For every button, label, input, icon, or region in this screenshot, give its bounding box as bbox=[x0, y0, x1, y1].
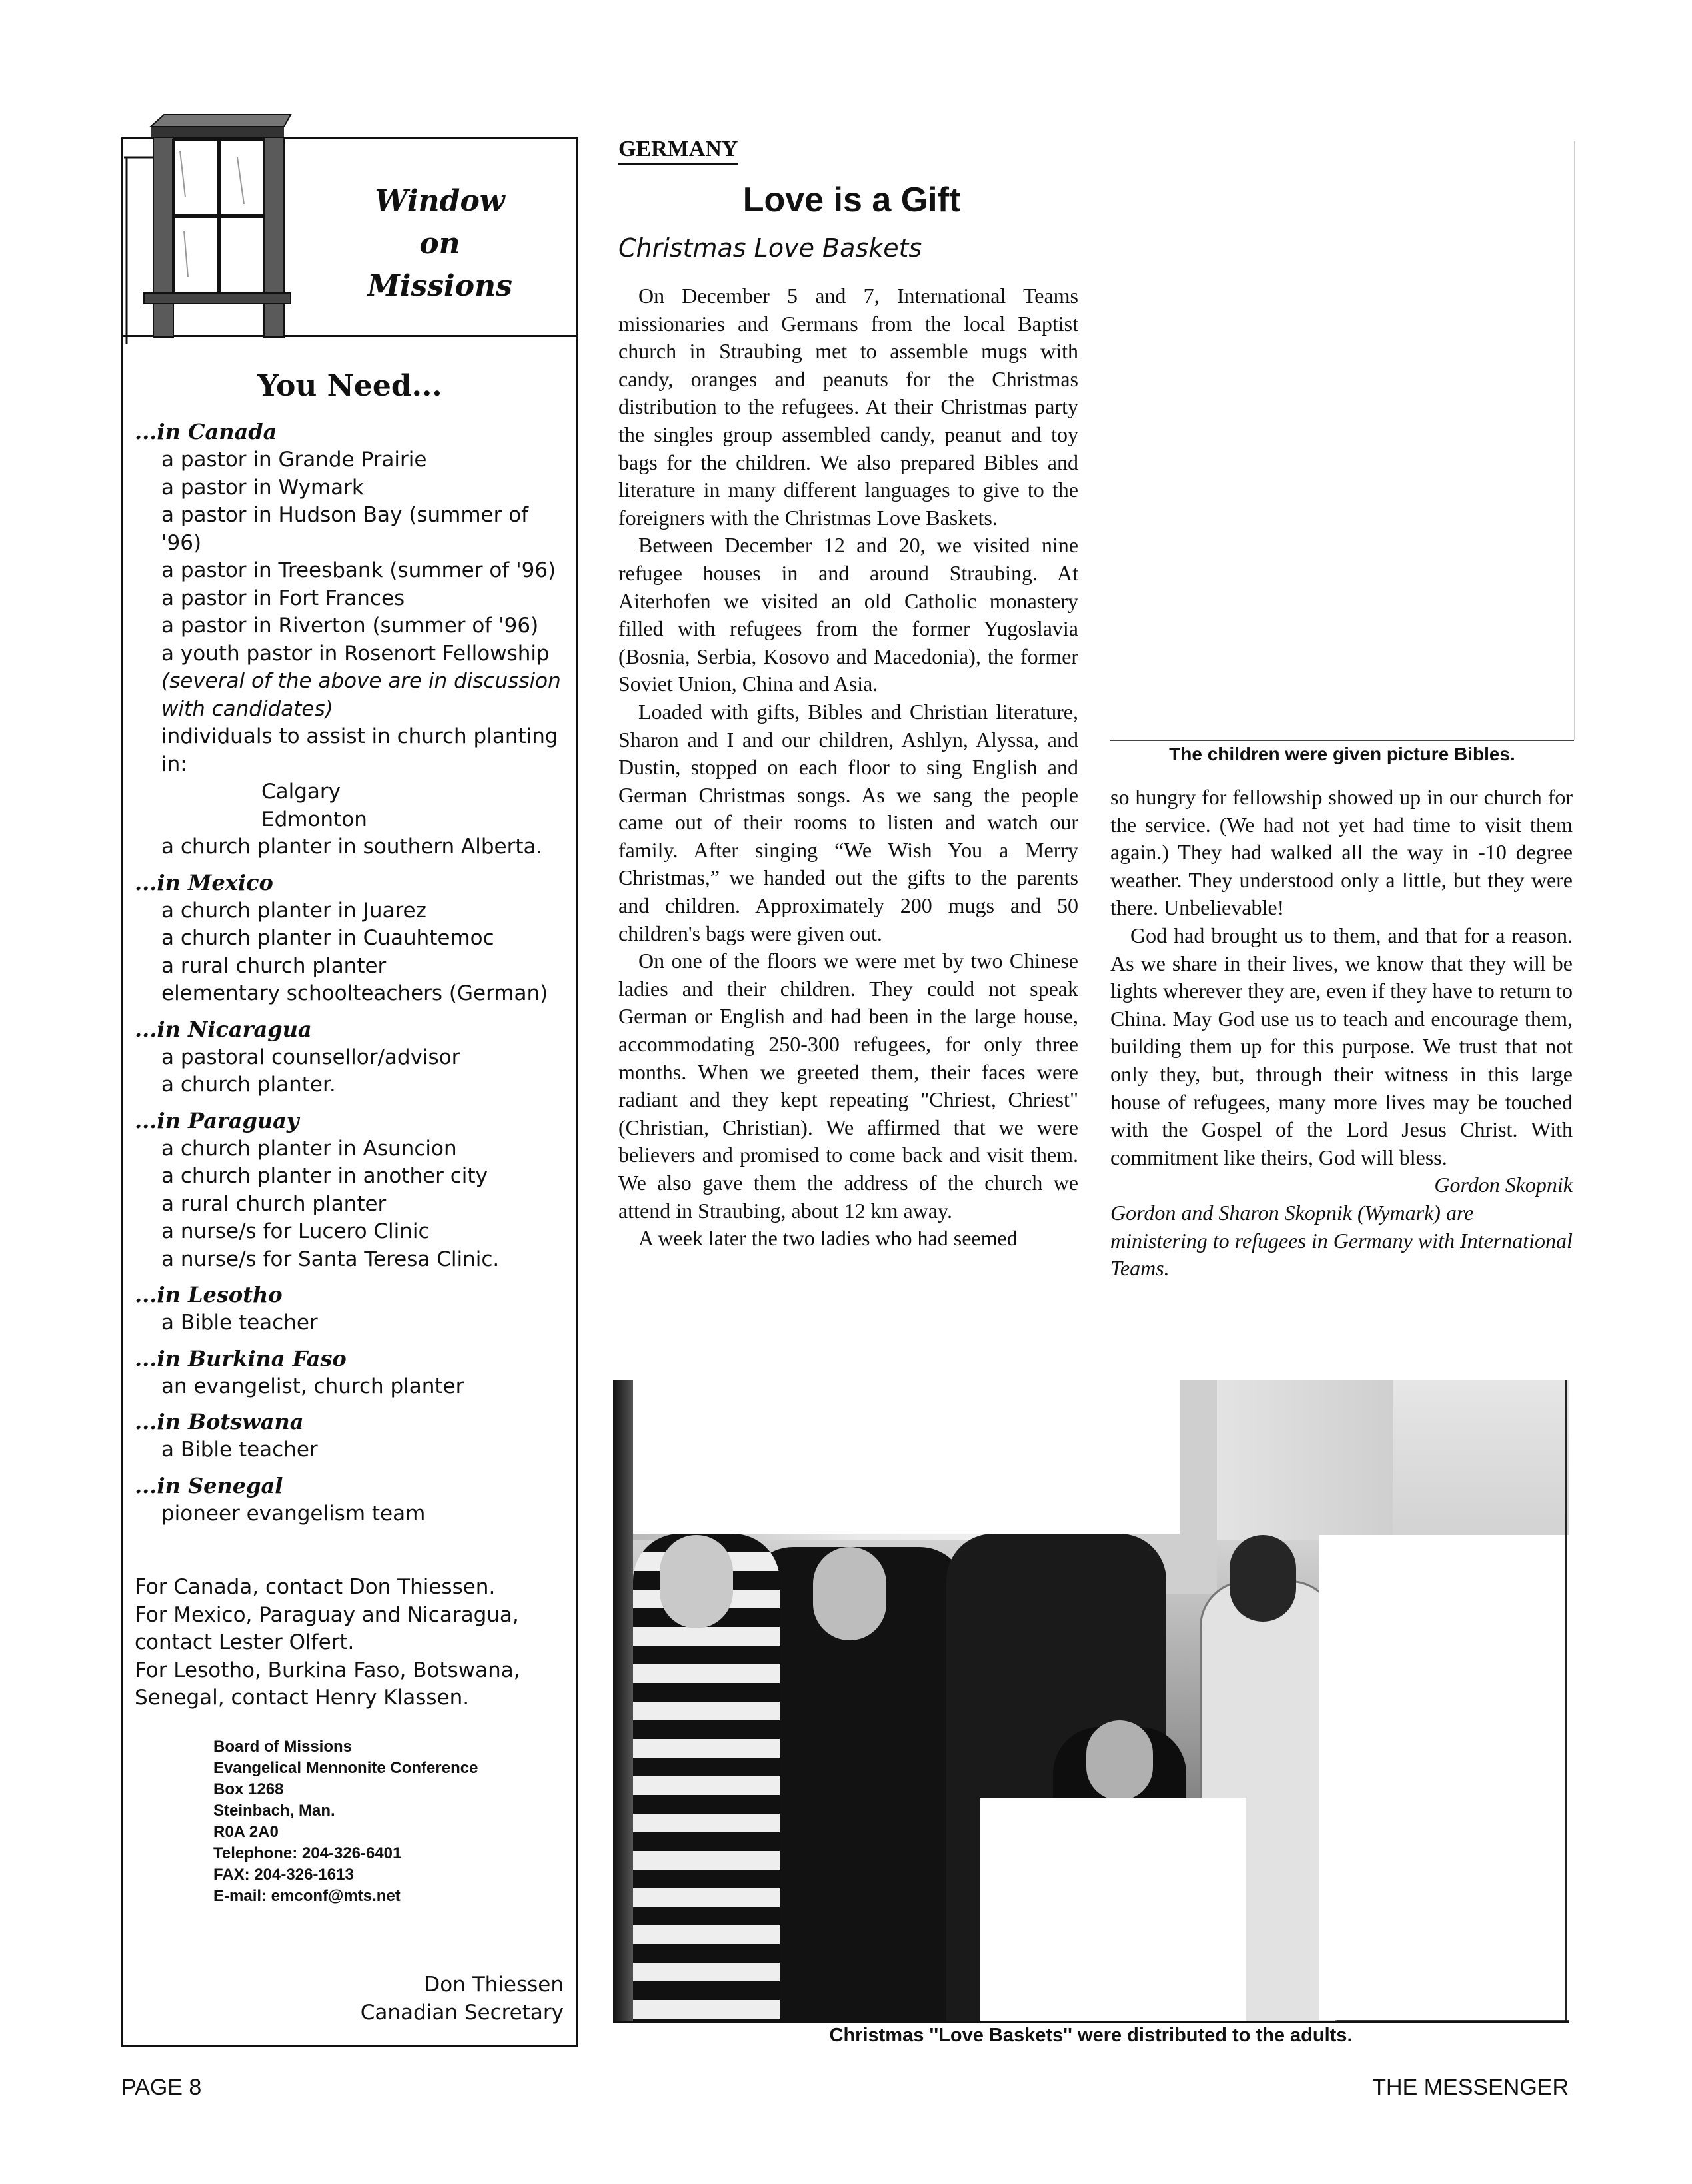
board-address bbox=[213, 1736, 546, 1907]
need-item: Edmonton bbox=[261, 807, 367, 831]
article-subhead: Christmas Love Baskets bbox=[618, 233, 922, 263]
country-heading: ...in Nicaragua bbox=[135, 1016, 312, 1042]
address-line: FAX: 204-326-1613 bbox=[213, 1866, 354, 1884]
article-headline: Love is a Gift bbox=[742, 181, 961, 219]
you-need-heading: You Need... bbox=[257, 369, 442, 403]
article-paragraph: God had brought us to them, and that for a reason. As we share in their lives, we know that they will be lights wherever they are, even if they have to return to China. May God use us to teach and encourage them, building them up for this purpose. We trust that not only they, but, through their witness in this large house of refugees, many more lives may be touched with the Gospel of the Lord Jesus Christ. With commitment like theirs, God will bless. bbox=[1110, 923, 1573, 1169]
need-item: an evangelist, church planter bbox=[161, 1374, 464, 1398]
article-column-2 bbox=[1110, 784, 1573, 1283]
publication-name: THE MESSENGER bbox=[1372, 2075, 1569, 2100]
article-column-1 bbox=[618, 282, 1078, 1253]
contact-line: For Mexico, Paraguay and Nicaragua, contact Lester Olfert. bbox=[135, 1602, 519, 1654]
need-item: a church planter in Juarez bbox=[161, 898, 426, 923]
title-line: Missions bbox=[367, 269, 512, 303]
country-heading: ...in Burkina Faso bbox=[135, 1345, 347, 1371]
country-heading: ...in Lesotho bbox=[135, 1282, 283, 1307]
need-item: pioneer evangelism team bbox=[161, 1501, 426, 1526]
need-item: a pastor in Fort Frances bbox=[161, 586, 405, 610]
signature-title: Canadian Secretary bbox=[360, 2001, 564, 2025]
article-paragraph: On December 5 and 7, International Teams missionaries and Germans from the local Baptist church in Straubing met to assemble mugs with candy, oranges and peanuts for the Christmas distribution to the refugees. At their Christmas party the singles group assembled candy, peanut and toy bags for the children. We also prepared Bibles and literature in many different languages to give to the foreigners with the Christmas Love Baskets. bbox=[618, 284, 1078, 530]
title-line: on bbox=[419, 227, 460, 261]
article-paragraph: Loaded with gifts, Bibles and Christian literature, Sharon and I and our children, Ashlyn, Alyssa, and Dustin, stopped on each floor to sing English and German Christmas songs. As we sang the people came out of their rooms to listen and watch our family. After singing “We Wish You a Merry Christmas,” we handed out the gifts to the parents and children. Approximately 200 mugs and 50 children's bags were given out. bbox=[618, 699, 1078, 945]
window-on-missions-title bbox=[313, 180, 566, 308]
title-line: Window bbox=[375, 184, 505, 218]
article-paragraph: so hungry for fellowship showed up in our church for the service. (We had not yet had time to visit them again.) They had walked all the way in -10 degree weather. They understood only a little, but they were there. Unbelievable! bbox=[1110, 785, 1573, 920]
contact-line: For Lesotho, Burkina Faso, Botswana, Senegal, contact Henry Klassen. bbox=[135, 1658, 520, 1710]
photo-children-bibles bbox=[1110, 141, 1575, 740]
address-line: R0A 2A0 bbox=[213, 1823, 279, 1841]
need-item: a rural church planter bbox=[161, 953, 387, 978]
country-heading: ...in Botswana bbox=[135, 1409, 304, 1434]
address-line: Steinbach, Man. bbox=[213, 1802, 335, 1820]
signature bbox=[287, 1971, 564, 2027]
section-kicker: GERMANY bbox=[618, 136, 738, 165]
window-illustration bbox=[124, 111, 304, 350]
need-item: a pastor in Wymark bbox=[161, 475, 364, 500]
need-item: a pastor in Grande Prairie bbox=[161, 448, 427, 472]
need-item: a pastor in Riverton (summer of '96) bbox=[161, 614, 539, 638]
need-item: elementary schoolteachers (German) bbox=[161, 981, 548, 1005]
need-item: Calgary bbox=[261, 780, 341, 804]
article-paragraph: On one of the floors we were met by two Chinese ladies and their children. They could not speak German or English and had been in the large house, accommodating 250-300 refugees, for only three months. When we greeted them, their faces were radiant and they kept repeating "Chriest, Chriest" (Christian, Christian). We affirmed that we were believers and promised to come back and visit them. We also gave them the address of the church we attend in Straubing, about 12 km away. bbox=[618, 949, 1078, 1223]
need-item: a church planter in Asuncion bbox=[161, 1136, 457, 1161]
photo-love-baskets bbox=[613, 1380, 1569, 2021]
need-item: (several of the above are in discussion with candidates) bbox=[161, 669, 561, 721]
article-column-2-body bbox=[1110, 784, 1573, 1171]
need-item: a pastoral counsellor/advisor bbox=[161, 1045, 460, 1069]
photo-caption-main: Christmas ''Love Baskets'' were distributed to the adults. bbox=[613, 2021, 1569, 2047]
country-heading: ...in Paraguay bbox=[135, 1107, 299, 1133]
need-item: a nurse/s for Santa Teresa Clinic. bbox=[161, 1247, 500, 1271]
need-item: a youth pastor in Rosenort Fellowship bbox=[161, 641, 550, 666]
photo-caption-top: The children were given picture Bibles. bbox=[1110, 740, 1574, 765]
need-item: a pastor in Hudson Bay (summer of '96) bbox=[161, 503, 529, 555]
country-heading: ...in Mexico bbox=[135, 869, 273, 895]
byline: Gordon Skopnik bbox=[1434, 1173, 1573, 1197]
address-line: Telephone: 204-326-6401 bbox=[213, 1844, 402, 1862]
need-item: a rural church planter bbox=[161, 1191, 387, 1216]
need-item: individuals to assist in church planting in: bbox=[161, 724, 558, 776]
need-item: a Bible teacher bbox=[161, 1311, 318, 1335]
address-line: E-mail: emconf@mts.net bbox=[213, 1887, 401, 1905]
page-number: PAGE 8 bbox=[121, 2075, 202, 2100]
need-item: a pastor in Treesbank (summer of '96) bbox=[161, 558, 556, 582]
need-item: a church planter in another city bbox=[161, 1164, 488, 1188]
need-item: a church planter in southern Alberta. bbox=[161, 835, 543, 859]
article-paragraph: A week later the two ladies who had seemed bbox=[638, 1226, 1018, 1251]
address-line: Box 1268 bbox=[213, 1780, 284, 1798]
address-line: Evangelical Mennonite Conference bbox=[213, 1759, 478, 1777]
need-item: a Bible teacher bbox=[161, 1438, 318, 1462]
country-heading: ...in Senegal bbox=[135, 1472, 283, 1498]
signature-name: Don Thiessen bbox=[424, 1973, 564, 1997]
need-item: a church planter. bbox=[161, 1073, 336, 1097]
need-item: a church planter in Cuauhtemoc bbox=[161, 926, 494, 950]
contacts-block bbox=[135, 1574, 568, 1712]
needs-list bbox=[135, 417, 568, 1528]
article-paragraph: Between December 12 and 20, we visited nine refugee houses in and around Straubing. At Aiterhofen we visited an old Catholic monastery filled with refugees from the former Yugoslavia (Bosnia, Serbia, Kosovo and Macedonia), the former Soviet Union, China and Asia. bbox=[618, 533, 1078, 696]
need-item: a nurse/s for Lucero Clinic bbox=[161, 1219, 430, 1243]
author-bio: Gordon and Sharon Skopnik (Wymark) are ministering to refugees in Germany with International Teams. bbox=[1110, 1200, 1573, 1281]
contact-line: For Canada, contact Don Thiessen. bbox=[135, 1575, 496, 1599]
country-heading: ...in Canada bbox=[135, 419, 277, 444]
address-line: Board of Missions bbox=[213, 1738, 353, 1756]
